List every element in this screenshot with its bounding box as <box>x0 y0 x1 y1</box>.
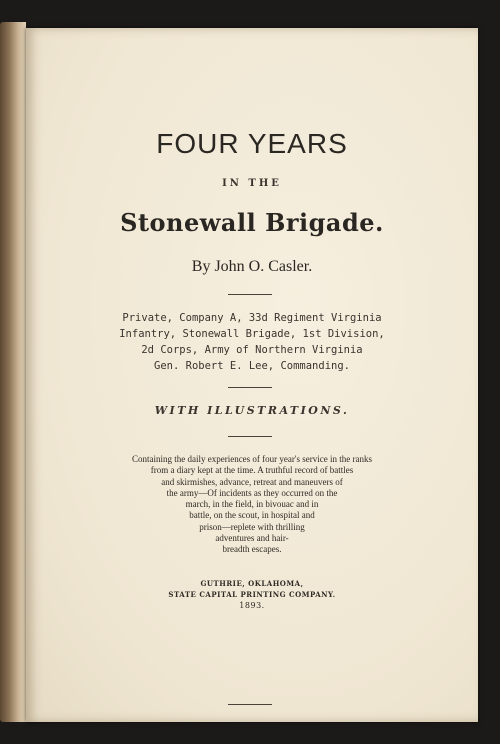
publisher-imprint <box>26 578 478 611</box>
divider-rule-3 <box>228 436 272 437</box>
divider-rule-4 <box>228 704 272 705</box>
book-binding-edge <box>0 22 26 722</box>
description-line: Private, Company A, 33d Regiment Virginia <box>122 312 382 324</box>
summary-line: Containing the daily experiences of four year's service in the ranks <box>131 454 373 464</box>
summary-line: march, in the field, in bivouac and in <box>185 499 319 510</box>
summary-line: battle, on the scout, in hospital and <box>189 510 315 521</box>
title-connector: IN THE <box>222 178 282 189</box>
summary-line: breadth escapes. <box>222 544 282 555</box>
imprint-place: GUTHRIE, OKLAHOMA, <box>200 579 304 588</box>
book-title: FOUR YEARS <box>156 128 348 159</box>
summary-line: prison—replete with thrilling <box>199 521 305 532</box>
contents-summary <box>26 454 478 556</box>
summary-line: and skirmishes, advance, retreat and maneuvers of <box>161 476 343 487</box>
book-subtitle: Stonewall Brigade. <box>120 208 384 237</box>
summary-line: adventures and hair- <box>215 533 289 544</box>
author-description <box>26 310 478 374</box>
divider-rule-1 <box>228 294 272 295</box>
summary-line: from a diary kept at the time. A truthful record of battles <box>150 465 354 476</box>
description-line: Infantry, Stonewall Brigade, 1st Division, <box>119 328 385 340</box>
author-line: By John O. Casler. <box>191 258 313 275</box>
divider-rule-2 <box>228 387 272 388</box>
illustrations-note: WITH ILLUSTRATIONS. <box>154 404 350 417</box>
title-page <box>26 28 478 722</box>
description-line: 2d Corps, Army of Northern Virginia <box>141 344 363 356</box>
summary-line: the army—Of incidents as they occurred on the <box>166 487 338 498</box>
imprint-publisher: STATE CAPITAL PRINTING COMPANY. <box>168 590 336 599</box>
imprint-year: 1893. <box>239 601 265 610</box>
description-line: Gen. Robert E. Lee, Commanding. <box>154 360 350 372</box>
